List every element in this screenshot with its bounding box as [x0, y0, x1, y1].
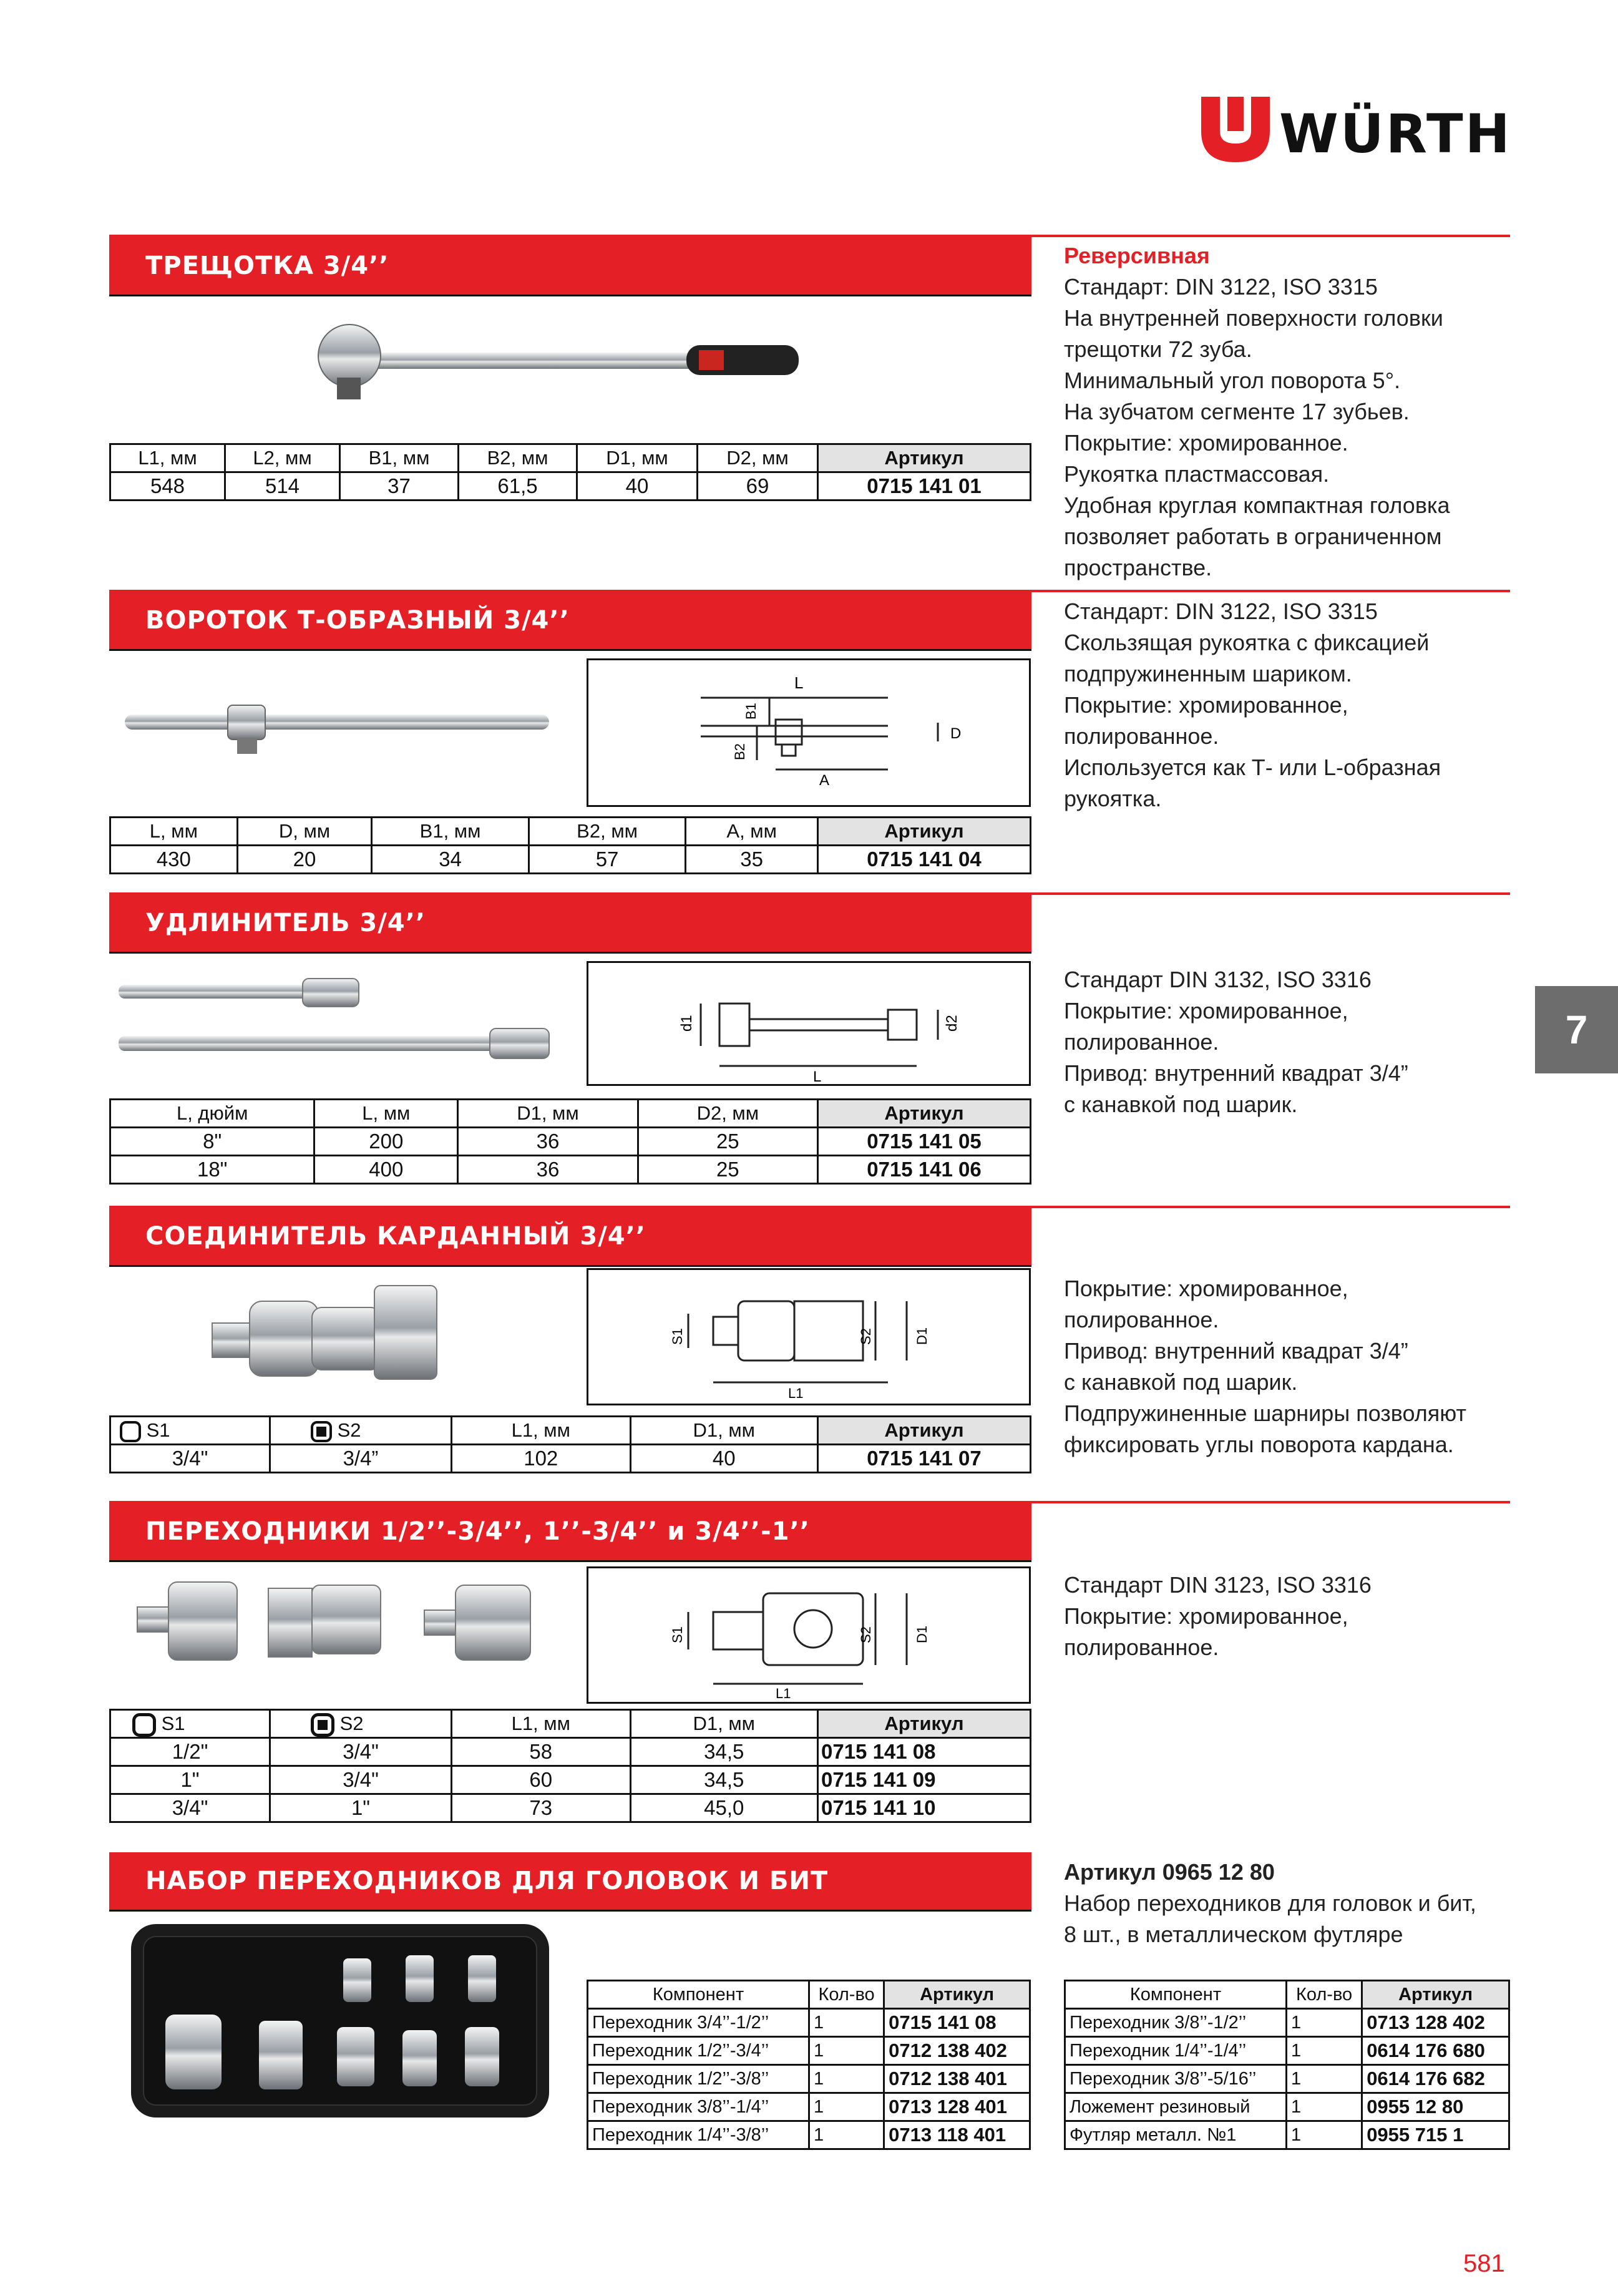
col-header: Кол-во: [809, 1981, 884, 2009]
col-header: S1: [161, 1712, 185, 1734]
extension-technical-drawing: [588, 963, 1029, 1084]
cell: 40: [630, 1445, 818, 1473]
col-header: B2, мм: [529, 818, 686, 846]
desc-line: Минимальный угол поворота 5°.: [1064, 368, 1401, 393]
col-header-article: Артикул: [818, 1417, 1031, 1445]
desc-line: Используется как Т- или L-образная: [1064, 755, 1441, 780]
square-socket-icon: [311, 1421, 332, 1442]
dim-A: A: [819, 772, 830, 789]
cell: 1: [809, 2093, 884, 2121]
table-row: [110, 1156, 1031, 1184]
cell: Переходник 3/8’’-1/4’’: [588, 2093, 809, 2121]
desc-line: подпружиненным шариком.: [1064, 661, 1352, 686]
col-header: D1, мм: [458, 1100, 638, 1128]
dim-L: L: [794, 673, 804, 692]
desc-line: Привод: внутренний квадрат 3/4”: [1064, 1338, 1408, 1364]
dim-S2: S2: [858, 1626, 874, 1643]
square-drive-icon: [120, 1421, 141, 1442]
cell: 3/4": [270, 1766, 452, 1794]
article-number: 0713 128 402: [1362, 2009, 1509, 2037]
table-row: [588, 2093, 1030, 2121]
spec-table-ratchet: [109, 443, 1031, 501]
cell: 548: [110, 472, 225, 501]
article-number: 0715 141 07: [818, 1445, 1031, 1473]
page-number: 581: [1463, 2250, 1505, 2277]
desc-line: с канавкой под шарик.: [1064, 1092, 1298, 1117]
tbar-image: [119, 693, 555, 761]
col-header-s2: [270, 1417, 452, 1445]
divider: [109, 1560, 1031, 1562]
col-header: S1: [146, 1419, 170, 1441]
desc-line: Покрытие: хромированное.: [1064, 430, 1348, 456]
ujoint-technical-drawing: [588, 1270, 1029, 1404]
cell: 400: [314, 1156, 458, 1184]
cell: 25: [638, 1128, 817, 1156]
table-row: [1065, 2009, 1509, 2037]
col-header: L1, мм: [452, 1417, 631, 1445]
dim-D: D: [950, 725, 962, 742]
cell: 102: [452, 1445, 631, 1473]
wurth-logo: [1201, 97, 1513, 165]
col-header: Компонент: [1065, 1981, 1287, 2009]
col-header: D1, мм: [577, 444, 698, 472]
desc-line: На внутренней поверхности головки: [1064, 305, 1443, 331]
dim-L: L: [813, 1068, 822, 1084]
table-row: [110, 472, 1031, 501]
col-header-s2: [270, 1710, 452, 1738]
chapter-tab[interactable]: 7: [1535, 986, 1618, 1073]
desc-line: Стандарт: DIN 3122, ISO 3315: [1064, 274, 1378, 300]
section-title-extension: УДЛИНИТЕЛЬ 3/4’’: [109, 894, 1031, 952]
col-header: L2, мм: [225, 444, 340, 472]
cell: 1: [1287, 2065, 1362, 2093]
section-title-ujoint: СОЕДИНИТЕЛЬ КАРДАННЫЙ 3/4’’: [109, 1208, 1031, 1265]
col-header: L, дюйм: [110, 1100, 314, 1128]
cell: 1: [1287, 2037, 1362, 2065]
desc-line: Рукоятка пластмассовая.: [1064, 461, 1330, 487]
col-header: S2: [337, 1419, 361, 1441]
cell: 60: [452, 1766, 631, 1794]
cell: 61,5: [459, 472, 577, 501]
description-extension: [1064, 964, 1501, 1120]
dim-B2: B2: [732, 743, 748, 760]
cell: 1: [809, 2009, 884, 2037]
cell: 1: [809, 2065, 884, 2093]
section-title-adapters: ПЕРЕХОДНИКИ 1/2’’-3/4’’, 1’’-3/4’’ и 3/4’’-1’’: [109, 1503, 1031, 1560]
desc-line: Стандарт DIN 3132, ISO 3316: [1064, 967, 1372, 992]
cell: 8": [110, 1128, 314, 1156]
article-number: 0712 138 402: [884, 2037, 1030, 2065]
dim-D1: D1: [914, 1625, 930, 1643]
cell: 37: [340, 472, 459, 501]
section-title-tbar: ВОРОТОК Т-ОБРАЗНЫЙ 3/4’’: [109, 592, 1031, 649]
divider: [109, 295, 1031, 296]
cell: 200: [314, 1128, 458, 1156]
cell: 57: [529, 846, 686, 874]
desc-line: трещотки 72 зуба.: [1064, 336, 1252, 362]
col-header-s1: [110, 1417, 270, 1445]
adapters-technical-drawing: [588, 1568, 1029, 1702]
col-header: Компонент: [588, 1981, 809, 2009]
cell: 73: [452, 1794, 631, 1822]
description-adapters: [1064, 1570, 1501, 1663]
dim-D1: D1: [914, 1327, 930, 1345]
article-number: 0715 141 06: [818, 1156, 1031, 1184]
col-header-article: Артикул: [818, 818, 1031, 846]
desc-line: Реверсивная: [1064, 243, 1210, 268]
desc-line: полированное.: [1064, 1307, 1219, 1332]
desc-line: Стандарт DIN 3123, ISO 3316: [1064, 1572, 1372, 1598]
col-header: L1, мм: [452, 1710, 631, 1738]
cell: 3/4”: [270, 1445, 452, 1473]
col-header-article: Артикул: [818, 444, 1031, 472]
desc-line: полированное.: [1064, 1029, 1219, 1055]
cell: 3/4": [110, 1445, 270, 1473]
tbar-drawing: [587, 658, 1031, 807]
table-row: [1065, 2121, 1509, 2149]
cell: 25: [638, 1156, 817, 1184]
article-number: 0715 141 08: [884, 2009, 1030, 2037]
cell: 35: [686, 846, 818, 874]
dim-d1: d1: [678, 1015, 695, 1032]
col-header: A, мм: [686, 818, 818, 846]
components-table-left: [587, 1980, 1031, 2150]
set-article-line: Артикул 0965 12 80: [1064, 1859, 1275, 1885]
cell: 1: [809, 2121, 884, 2149]
spec-table-ujoint: [109, 1415, 1031, 1473]
extension-drawing: [587, 961, 1031, 1086]
divider: [109, 649, 1031, 651]
desc-line: фиксировать углы поворота кардана.: [1064, 1432, 1454, 1457]
desc-line: полированное.: [1064, 1634, 1219, 1660]
ujoint-drawing: [587, 1268, 1031, 1405]
col-header: L, мм: [314, 1100, 458, 1128]
cell: 36: [458, 1128, 638, 1156]
cell: 430: [110, 846, 238, 874]
cell: 40: [577, 472, 698, 501]
table-row: [588, 2121, 1030, 2149]
desc-line: пространстве.: [1064, 555, 1212, 580]
cell: 3/4": [110, 1794, 270, 1822]
dim-S2: S2: [858, 1328, 874, 1345]
spec-table-extension: [109, 1098, 1031, 1185]
table-row: [110, 1766, 1031, 1794]
col-header-s1: [110, 1710, 270, 1738]
cell: 1": [110, 1766, 270, 1794]
cell: 1/2": [110, 1738, 270, 1766]
col-header: L1, мм: [110, 444, 225, 472]
col-header: D2, мм: [697, 444, 817, 472]
cell: 45,0: [630, 1794, 818, 1822]
desc-line: позволяет работать в ограниченном: [1064, 524, 1442, 549]
article-number: 0715 141 05: [818, 1128, 1031, 1156]
col-header-article: Артикул: [884, 1981, 1030, 2009]
spec-table-adapters: [109, 1709, 1031, 1823]
col-header-article: Артикул: [818, 1100, 1031, 1128]
cell: 1: [1287, 2093, 1362, 2121]
square-socket-icon: [311, 1713, 334, 1737]
description-ratchet: [1064, 240, 1501, 584]
divider: [109, 1910, 1031, 1912]
article-number: 0614 176 682: [1362, 2065, 1509, 2093]
cell: 20: [237, 846, 372, 874]
cell: 1: [1287, 2009, 1362, 2037]
cell: Переходник 3/8’’-5/16’’: [1065, 2065, 1287, 2093]
dim-B1: B1: [743, 703, 759, 720]
col-header: B1, мм: [340, 444, 459, 472]
desc-line: полированное.: [1064, 723, 1219, 749]
cell: Футляр металл. №1: [1065, 2121, 1287, 2149]
desc-line: 8 шт., в металлическом футляре: [1064, 1922, 1403, 1947]
cell: 69: [697, 472, 817, 501]
article-number: 0614 176 680: [1362, 2037, 1509, 2065]
cell: Ложемент резиновый: [1065, 2093, 1287, 2121]
table-row: [588, 2037, 1030, 2065]
section-title-ratchet: ТРЕЩОТКА 3/4’’: [109, 237, 1031, 295]
table-row: [1065, 2093, 1509, 2121]
article-number: 0715 141 04: [818, 846, 1031, 874]
col-header-article: Артикул: [818, 1710, 1031, 1738]
cell: Переходник 1/4’’-1/4’’: [1065, 2037, 1287, 2065]
col-header: B2, мм: [459, 444, 577, 472]
article-number: 0715 141 09: [818, 1766, 1031, 1794]
table-row: [588, 2009, 1030, 2037]
col-header: B1, мм: [372, 818, 529, 846]
wurth-logo-icon: [1201, 97, 1270, 162]
set-case-image: [128, 1921, 552, 2121]
divider: [109, 952, 1031, 954]
desc-line: Покрытие: хромированное,: [1064, 1603, 1348, 1629]
col-header: D1, мм: [630, 1710, 818, 1738]
article-number: 0713 118 401: [884, 2121, 1030, 2149]
col-header: Кол-во: [1287, 1981, 1362, 2009]
dim-S1: S1: [670, 1626, 685, 1643]
divider: [109, 235, 1510, 237]
brand-name: WÜRTH: [1279, 103, 1512, 165]
article-number: 0715 141 08: [818, 1738, 1031, 1766]
cell: Переходник 1/2’’-3/8’’: [588, 2065, 809, 2093]
tbar-technical-drawing: [588, 660, 1029, 805]
article-number: 0715 141 01: [818, 472, 1031, 501]
description-ujoint: [1064, 1273, 1501, 1460]
desc-line: Набор переходников для головок и бит,: [1064, 1890, 1476, 1916]
table-row: [110, 1738, 1031, 1766]
article-number: 0955 715 1: [1362, 2121, 1509, 2149]
desc-line: Удобная круглая компактная головка: [1064, 492, 1450, 518]
article-number: 0715 141 10: [818, 1794, 1031, 1822]
ujoint-image: [187, 1273, 449, 1398]
article-number: 0713 128 401: [884, 2093, 1030, 2121]
components-table-right: [1064, 1980, 1510, 2150]
cell: 34,5: [630, 1766, 818, 1794]
adapters-image: [131, 1573, 555, 1666]
cell: 18": [110, 1156, 314, 1184]
dim-S1: S1: [670, 1328, 685, 1345]
col-header: D, мм: [237, 818, 372, 846]
dim-L1: L1: [776, 1686, 791, 1701]
square-drive-icon: [132, 1713, 156, 1737]
col-header-article: Артикул: [1362, 1981, 1509, 2009]
desc-line: На зубчатом сегменте 17 зубьев.: [1064, 399, 1410, 424]
cell: 1: [1287, 2121, 1362, 2149]
cell: Переходник 1/2’’-3/4’’: [588, 2037, 809, 2065]
desc-line: Покрытие: хромированное,: [1064, 692, 1348, 718]
cell: 3/4": [270, 1738, 452, 1766]
adapters-drawing: [587, 1566, 1031, 1704]
desc-line: с канавкой под шарик.: [1064, 1369, 1298, 1395]
cell: 514: [225, 472, 340, 501]
desc-line: Покрытие: хромированное,: [1064, 1276, 1348, 1301]
desc-line: Привод: внутренний квадрат 3/4”: [1064, 1060, 1408, 1086]
desc-line: Скользящая рукоятка с фиксацией: [1064, 630, 1430, 655]
table-row: [110, 846, 1031, 874]
desc-line: Покрытие: хромированное,: [1064, 998, 1348, 1023]
table-row: [588, 2065, 1030, 2093]
col-header: L, мм: [110, 818, 238, 846]
table-row: [110, 1128, 1031, 1156]
table-row: [1065, 2037, 1509, 2065]
extension-image: [115, 974, 552, 1073]
divider: [109, 1265, 1031, 1267]
description-tbar: [1064, 596, 1501, 814]
cell: Переходник 1/4’’-3/8’’: [588, 2121, 809, 2149]
ratchet-image: [312, 321, 811, 403]
dim-L1: L1: [788, 1385, 804, 1401]
col-header: S2: [339, 1712, 364, 1734]
cell: 58: [452, 1738, 631, 1766]
table-row: [110, 1794, 1031, 1822]
cell: 34,5: [630, 1738, 818, 1766]
col-header: D2, мм: [638, 1100, 817, 1128]
article-number: 0955 12 80: [1362, 2093, 1509, 2121]
table-row: [110, 1445, 1031, 1473]
cell: 34: [372, 846, 529, 874]
article-number: 0712 138 401: [884, 2065, 1030, 2093]
cell: Переходник 3/8’’-1/2’’: [1065, 2009, 1287, 2037]
cell: 1: [809, 2037, 884, 2065]
table-row: [1065, 2065, 1509, 2093]
col-header: D1, мм: [630, 1417, 818, 1445]
desc-line: рукоятка.: [1064, 786, 1162, 811]
cell: Переходник 3/4’’-1/2’’: [588, 2009, 809, 2037]
description-set: [1064, 1857, 1501, 1950]
section-title-set: НАБОР ПЕРЕХОДНИКОВ ДЛЯ ГОЛОВОК И БИТ: [109, 1852, 1031, 1910]
cell: 36: [458, 1156, 638, 1184]
cell: 1": [270, 1794, 452, 1822]
desc-line: Стандарт: DIN 3122, ISO 3315: [1064, 598, 1378, 624]
desc-line: Подпружиненные шарниры позволяют: [1064, 1400, 1466, 1426]
spec-table-tbar: [109, 816, 1031, 874]
dim-d2: d2: [943, 1015, 960, 1032]
